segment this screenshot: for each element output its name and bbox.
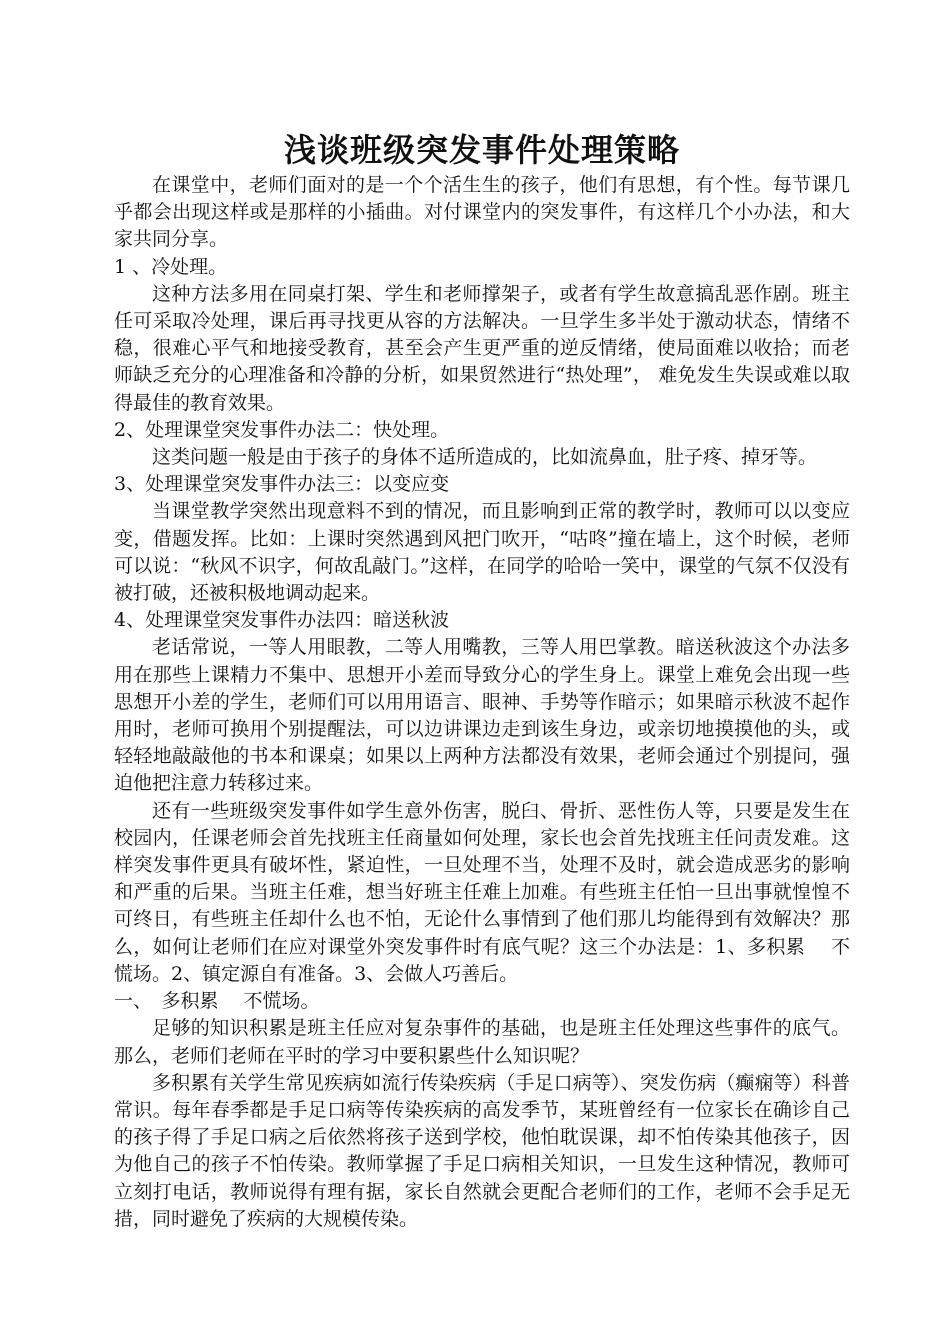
paragraph: 在课堂中，老师们面对的是一个个活生生的孩子，他们有思想，有个性。每节课几乎都会出现这样或是那样的小插曲。对付课堂内的突发事件，有这样几个小办法，和大家共同分享。 xyxy=(114,174,850,251)
document-page xyxy=(114,128,850,1233)
paragraph: 足够的知识积累是班主任应对复杂事件的基础，也是班主任处理这些事件的底气。那么，老师们老师在平时的学习中要积累些什么知识呢？ xyxy=(114,1017,850,1067)
paragraph: 多积累有关学生常见疾病如流行传染疾病（手足口病等）、突发伤病（癫痫等）科普常识。每年春季都是手足口病等传染疾病的高发季节，某班曾经有一位家长在确诊自己的孩子得了手足口病之后依然将孩子送到学校，他怕耽误课，却不怕传染其他孩子，因为他自己的孩子不怕传染。教师掌握了手足口病相关知识，一旦发生这种情况，教师可立刻打电话，教师说得有理有据，家长自然就会更配合老师们的工作，老师不会手足无措，同时避免了疾病的大规模传染。 xyxy=(114,1071,850,1230)
paragraph: 这类问题一般是由于孩子的身体不适所造成的，比如流鼻血，肚子疼、掉牙等。 xyxy=(152,446,818,469)
paragraph: 还有一些班级突发事件如学生意外伤害，脱臼、骨折、恶性伤人等，只要是发生在校园内，任课老师会首先找班主任商量如何处理，家长也会首先找班主任问责发难。这样突发事件更具有破坏性，紧迫性，一旦处理不当，处理不及时，就会造成恶劣的影响和严重的后果。当班主任难，想当好班主任难上加难。有些班主任怕一旦出事就惶惶不可终日，有些班主任却什么也不怕，无论什么事情到了他们那儿均能得到有效解决？那么，如何让老师们在应对课堂外突发事件时有底气呢？这三个办法是：1、多积累 不慌场。2、镇定源自有准备。3、会做人巧善后。 xyxy=(114,799,850,985)
paragraph: 老话常说，一等人用眼教，二等人用嘴教，三等人用巴掌教。暗送秋波这个办法多用在那些上课精力不集中、思想开小差而导致分心的学生身上。课堂上难免会出现一些思想开小差的学生，老师们可以用用语言、眼神、手势等作暗示；如果暗示秋波不起作用时，老师可换用个别提醒法，可以边讲课边走到该生身边，或亲切地摸摸他的头，或轻轻地敲敲他的书本和课桌；如果以上两种方法都没有效果，老师会通过个别提问，强迫他把注意力转移过来。 xyxy=(114,636,850,795)
paragraph: 这种方法多用在同桌打架、学生和老师撑架子，或者有学生故意搞乱恶作剧。班主任可采取冷处理，课后再寻找更从容的方法解决。一旦学生多半处于激动状态，情绪不稳，很难心平气和地接受教育，甚至会产生更严重的逆反情绪，使局面难以收拾；而老师缺乏充分的心理准备和冷静的分析，如果贸然进行“热处理”， 难免发生失误或难以取得最佳的教育效果。 xyxy=(114,282,850,414)
document-title: 浅谈班级突发事件处理策略 xyxy=(283,131,680,169)
section-heading: 4、处理课堂突发事件办法四：暗送秋波 xyxy=(114,609,450,632)
section-heading: 一、 多积累 不慌场。 xyxy=(114,990,320,1013)
section-heading: 2、处理课堂突发事件办法二：快处理。 xyxy=(114,418,450,441)
section-heading: 1 、冷处理。 xyxy=(114,255,228,278)
section-heading: 3、处理课堂突发事件办法三：以变应变 xyxy=(114,473,450,496)
paragraph: 当课堂教学突然出现意料不到的情况，而且影响到正常的教学时，教师可以以变应变，借题发挥。比如：上课时突然遇到风把门吹开，“咕咚”撞在墙上，这个时候，老师可以说：“秋风不识字，何故乱敲门。”这样，在同学的哈哈一笑中，课堂的气氛不仅没有被打破，还被积极地调动起来。 xyxy=(114,500,850,605)
